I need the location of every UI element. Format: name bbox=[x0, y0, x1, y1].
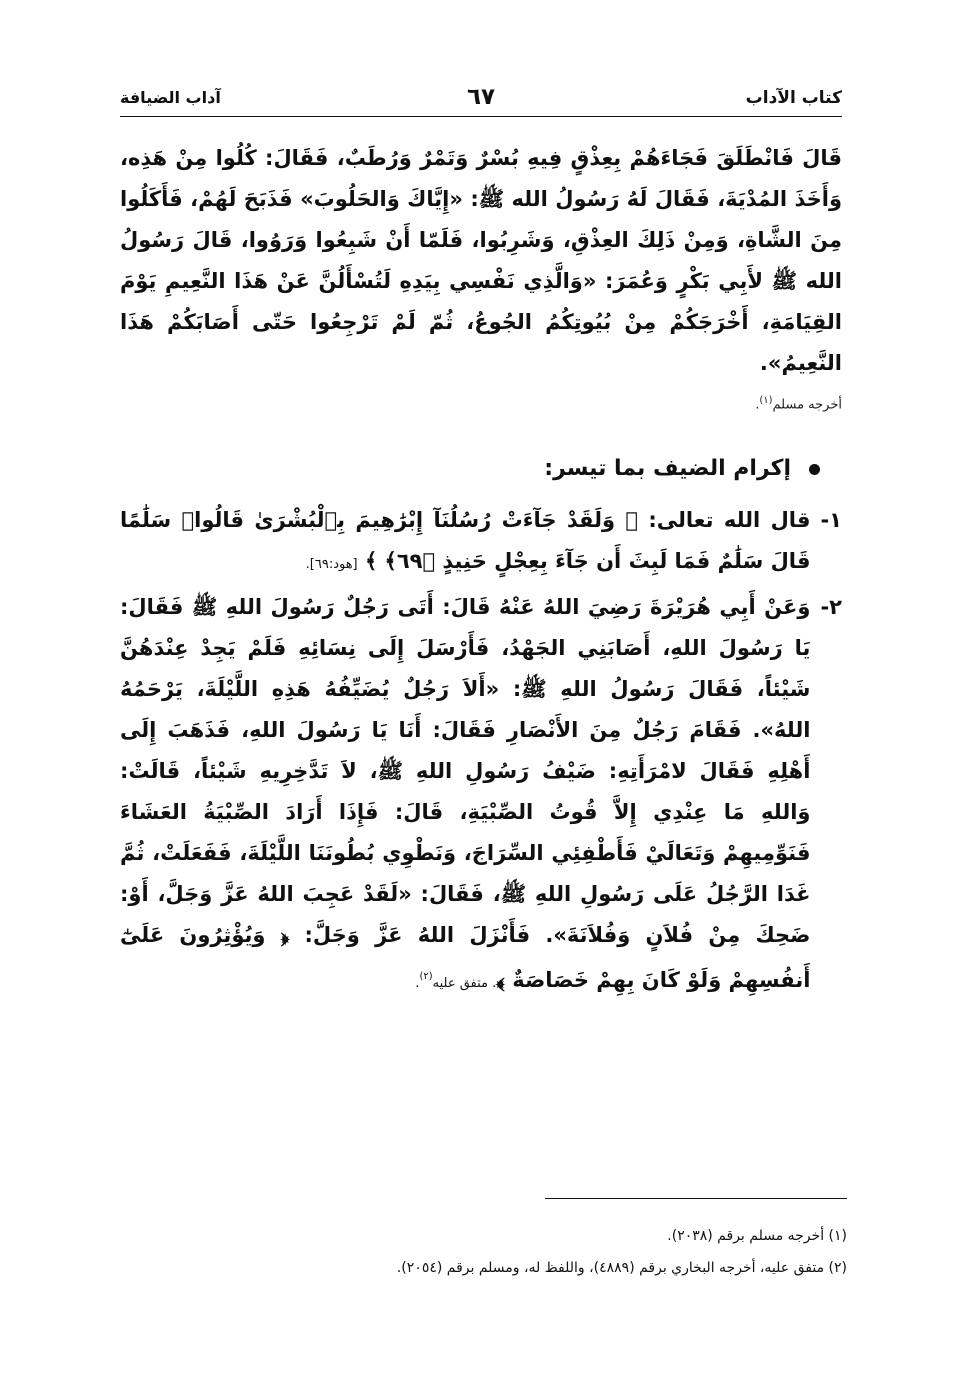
page-number: ٦٧ bbox=[466, 84, 496, 110]
paragraph-hadith-1-text: قَالَ فَانْطَلَقَ فَجَاءَهُمْ بِعِذْقٍ فِيهِ بُسْرٌ وَتَمْرٌ وَرُطَبٌ، فَقَالَ: كُلُوا مِنْ هَذِه، وَأَخَذَ المُدْيَةَ، فَقَالَ لَهُ رَسُولُ الله ﷺ: «إِيَّاكَ وَالحَلُوبَ» فَذَبَحَ لَهُمْ، فَأَكَلُوا مِنَ الشَّاةِ، وَمِنْ ذَلِكَ العِذْقِ، وَشَرِبُوا، فَلَمّا أَنْ شَبِعُوا وَرَوُوا، قَالَ رَسُولُ الله ﷺ لأَبِي بَكْرٍ وَعُمَرَ: «وَالَّذِي نَفْسِي بِيَدِهِ لَتُسْأَلُنَّ عَنْ هَذَا النَّعِيمِ يَوْمَ القِيَامَةِ، أَخْرَجَكُمْ مِنْ بُيُوتِكُمُ الجُوعُ، ثُمّ لَمْ تَرْجِعُوا حَتّى أَصَابَكُمْ هَذَا النَّعِيمُ». bbox=[120, 146, 842, 375]
source-end: . bbox=[755, 397, 760, 413]
quran-verse: ﴿ وَلَقَدْ جَآءَتْ رُسُلُنَآ إِبْرَٰهِيمَ بِٱلْبُشْرَىٰ قَالُوا۟ سَلَٰمًا قَالَ سَلَٰمٌ فَمَا لَبِثَ أَن جَآءَ بِعِجْلٍ حَنِيذٍ ﴿٦٩﴾ ﴾ bbox=[120, 508, 811, 574]
footnote-divider bbox=[545, 1198, 847, 1199]
paragraph-hadith-1-source bbox=[120, 390, 842, 416]
item-2-body bbox=[120, 587, 810, 1004]
item-2-text: وَعَنْ أَبِي هُرَيْرَةَ رَضِيَ اللهُ عَنْهُ قَالَ: أَتَى رَجُلٌ رَسُولَ اللهِ ﷺ فَقَالَ: يَا رَسُولَ اللهِ، أَصَابَنِي الجَهْدُ، فَأَرْسَلَ إِلَى نِسَائِهِ فَلَمْ يَجِدْ عِنْدَهُنَّ شَيْئاً، فَقَالَ رَسُولُ اللهِ ﷺ: «أَلاَ رَجُلٌ يُضَيِّفُهُ هَذِهِ اللَّيْلَةَ، يَرْحَمُهُ اللهُ». فَقَامَ رَجُلٌ مِنَ الأَنْصَارِ فَقَالَ: أَنَا يَا رَسُولَ اللهِ، فَذَهَبَ إِلَى أَهْلِهِ فَقَالَ لامْرَأَتِهِ: ضَيْفُ رَسُولِ اللهِ ﷺ، لاَ تَدَّخِرِيهِ شَيْئاً، قَالَتْ: وَاللهِ مَا عِنْدِي إِلاَّ قُوتُ الصِّبْيَةِ، قَالَ: فَإِذَا أَرَادَ الصِّبْيَةُ العَشَاءَ فَنَوِّمِيهِمْ وَتَعَالَيْ فَأَطْفِئِي السِّرَاجَ، وَنَطْوِي بُطُونَنَا اللَّيْلَةَ، فَفَعَلَتْ، ثُمَّ غَدَا الرَّجُلُ عَلَى رَسُولِ اللهِ ﷺ، فَقَالَ: «لَقَدْ عَجِبَ اللهُ عَزَّ وَجَلَّ، أَوْ: ضَحِكَ مِنْ فُلاَنٍ وَفُلاَنَةَ». فَأَنْزَلَ اللهُ عَزَّ وَجَلَّ: bbox=[120, 595, 811, 948]
main-content bbox=[120, 138, 842, 1004]
footnote-marker-1[interactable]: (١) bbox=[759, 395, 773, 406]
verse-reference: [هود:٦٩]. bbox=[305, 557, 358, 573]
source-text: أخرجه مسلم bbox=[772, 397, 842, 413]
list-item-1 bbox=[120, 500, 842, 585]
item-2-source: . متفق عليه bbox=[432, 976, 497, 992]
footnotes bbox=[125, 1220, 847, 1284]
item-1-intro: قال الله تعالى: bbox=[648, 508, 811, 533]
chapter-title: آداب الضيافة bbox=[120, 88, 221, 107]
quran-verse: ﴿ وَيُؤْثِرُونَ عَلَىٰٓ أَنفُسِهِمْ وَلَوْ كَانَ بِهِمْ خَصَاصَةٌ ﴾ bbox=[120, 923, 811, 993]
source-end: . bbox=[415, 976, 420, 992]
page-header bbox=[120, 84, 842, 117]
item-number: ١- bbox=[820, 508, 842, 533]
footnote-2: (٢) متفق عليه، أخرجه البخاري برقم (٤٨٨٩)، واللفظ له، ومسلم برقم (٢٠٥٤). bbox=[396, 1260, 847, 1276]
footnote-marker-2[interactable]: (٢) bbox=[419, 971, 433, 983]
footnote-1: (١) أخرجه مسلم برقم (٢٠٣٨). bbox=[667, 1228, 847, 1244]
list-item-2 bbox=[120, 587, 842, 1004]
section-title: إكرام الضيف بما تيسر: bbox=[544, 456, 791, 482]
paragraph-hadith-1 bbox=[120, 138, 842, 384]
bullet-icon bbox=[809, 464, 820, 475]
item-1-body bbox=[120, 500, 810, 585]
book-title: كتاب الآداب bbox=[745, 88, 842, 108]
item-number: ٢- bbox=[820, 595, 842, 620]
section-heading bbox=[120, 452, 842, 486]
